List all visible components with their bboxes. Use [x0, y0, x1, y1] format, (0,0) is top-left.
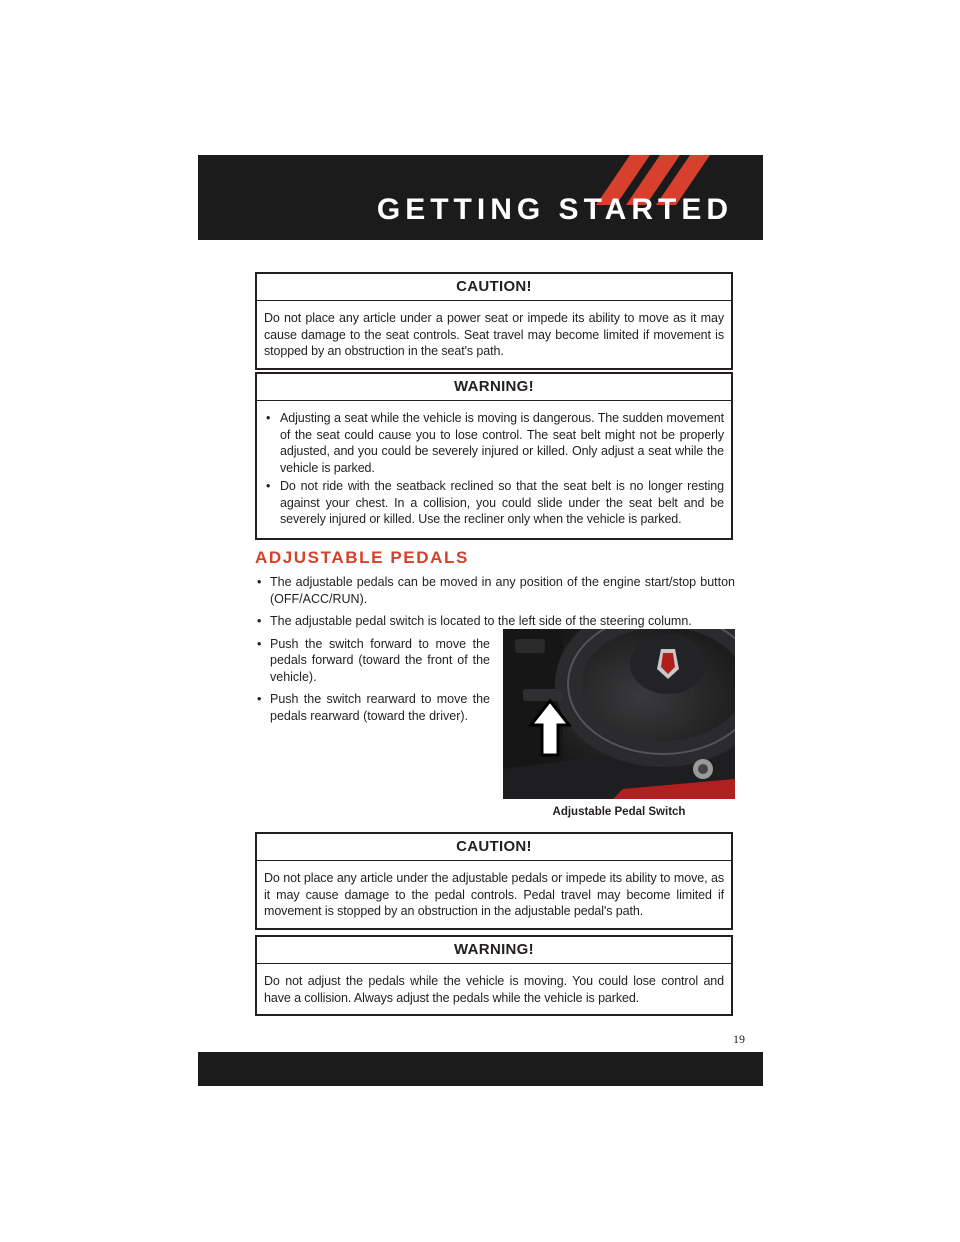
steering-column-photo — [503, 629, 735, 799]
warning-title: WARNING! — [257, 937, 731, 964]
list-item: • Push the switch forward to move the pedals forward (toward the front of the vehicle). — [257, 636, 490, 684]
section-heading: ADJUSTABLE PEDALS — [255, 548, 469, 567]
list-item: • The adjustable pedals can be moved in any position of the engine start/stop button (OFF/ACC/RUN). — [257, 575, 735, 606]
caution-text: Do not place any article under the adjustable pedals or impede its ability to move, as it may cause damage to the pedal controls. Pedal travel may become limited if movement is stopped by an obstruction in the adjustable pedal's path. — [264, 871, 724, 918]
caution-title: CAUTION! — [257, 834, 731, 861]
caution-box-pedals — [255, 832, 733, 930]
caution-title: CAUTION! — [257, 274, 731, 301]
footer-band — [198, 1052, 763, 1086]
warning-text — [257, 401, 731, 538]
warning-box-seat — [255, 372, 733, 540]
warning-item: • Do not ride with the seatback reclined so that the seat belt is no longer resting against your chest. In a collision, you could slide under the seat belt and be severely injured or killed. Use the recliner only when the vehicle is parked. — [266, 479, 724, 526]
warning-title: WARNING! — [257, 374, 731, 401]
warning-item: • Adjusting a seat while the vehicle is moving is dangerous. The sudden movement of the seat could cause you to lose control. The seat belt might not be properly adjusted, and you could be severely injured or killed. Only adjust a seat while the vehicle is parked. — [266, 411, 724, 475]
caution-box-seat — [255, 272, 733, 370]
warning-box-pedals — [255, 935, 733, 1016]
list-item: • Push the switch rearward to move the pedals rearward (toward the driver). — [257, 692, 490, 723]
figure-caption: Adjustable Pedal Switch — [552, 806, 686, 818]
header-band — [198, 155, 763, 240]
warning-text: Do not adjust the pedals while the vehicle is moving. You could lose control and have a collision. Always adjust the pedals while the vehicle is parked. — [264, 974, 724, 1005]
page-section-title: GETTING STARTED — [376, 193, 733, 226]
list-item: • The adjustable pedal switch is located to the left side of the steering column. — [257, 614, 692, 628]
page-number: 19 — [733, 1032, 745, 1046]
caution-text: Do not place any article under a power seat or impede its ability to move as it may cause damage to the seat controls. Seat travel may become limited if movement is stopped by an obstruction in the seat's path. — [264, 311, 724, 358]
steering-wheel-image — [503, 629, 735, 799]
